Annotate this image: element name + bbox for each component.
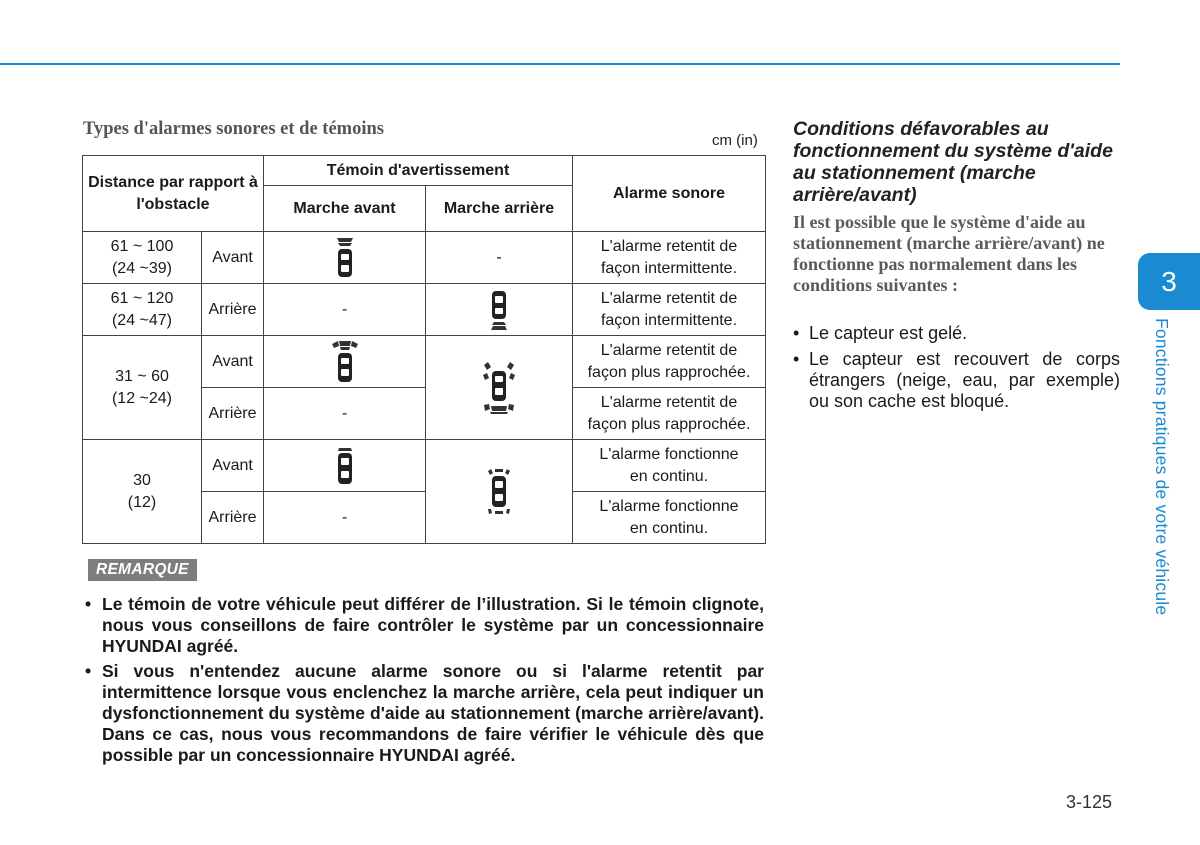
direction-cell: Arrière [202,284,264,336]
sound-cell [573,492,766,544]
header-rule [0,63,1120,65]
distance-cell [83,232,202,284]
condition-text: Le capteur est recouvert de corps étrangers (neige, eau, par exemple) ou son cache est bloqué. [809,349,1120,411]
sound-text: L'alarme retentit de [600,393,738,411]
car-all-close-sensors-icon [484,467,514,517]
remarque-list [84,594,764,770]
sound-text: L'alarme fonctionne [599,445,739,463]
sound-cell [573,284,766,336]
list-item [793,323,1120,344]
sound-text: façon intermittente. [600,259,738,277]
sound-text: en continu. [629,519,709,537]
direction-cell: Arrière [202,388,264,440]
sound-text: façon plus rapprochée. [587,415,751,433]
forward-cell [264,336,426,388]
distance-cm: 31 ~ 60 [115,367,169,385]
reverse-cell [426,440,573,544]
distance-in: (12) [127,493,157,511]
distance-in: (12 ~24) [111,389,173,407]
header-reverse: Marche arrière [426,186,573,232]
sound-text: L'alarme retentit de [600,237,738,255]
car-rear-sensor-icon [485,289,513,331]
sound-cell [573,388,766,440]
car-front-corner-sensor-icon [329,340,361,384]
distance-cm: 30 [133,471,151,489]
condition-text: Le capteur est gelé. [809,323,968,343]
conditions-intro: Il est possible que le système d'aide au stationnement (marche arrière/avant) ne fonctionne pas normalement dans les conditions suivantes : [793,212,1105,295]
direction-cell: Avant [202,440,264,492]
direction-cell: Avant [202,232,264,284]
chapter-title: Fonctions pratiques de votre véhicule [1152,318,1172,616]
sound-text: L'alarme retentit de [600,341,738,359]
sound-text: façon plus rapprochée. [587,363,751,381]
list-item [793,349,1120,412]
forward-cell [264,440,426,492]
forward-cell: - [264,388,426,440]
table-row [83,336,766,388]
header-indicator: Témoin d'avertissement [264,156,573,186]
bullet: • [793,323,800,343]
sound-text: en continu. [629,467,709,485]
conditions-list [793,323,1120,417]
note-text: Le témoin de votre véhicule peut différer de l’illustration. Si le témoin clignote, nous vous conseillons de faire contrôler le système par un concessionnaire HYUNDAI agréé. [102,594,764,656]
unit-label: cm (in) [712,132,758,149]
forward-cell: - [264,492,426,544]
sound-text: L'alarme fonctionne [599,497,739,515]
car-front-sensor-icon [331,237,359,279]
reverse-cell: - [426,232,573,284]
reverse-cell [426,336,573,440]
sound-cell [573,336,766,388]
note-text: Si vous n'entendez aucune alarme sonore ou si l'alarme retentit par intermittence lorsque vous enclenchez la marche arrière, cela peut indiquer un dysfonctionnement du système d'aide au stationnement (marche arrière/avant). Dans ce cas, nous vous recommandons de faire vérifier le véhicule dès que possible par un concessionnaire HYUNDAI agréé. [102,661,764,765]
distance-cell [83,336,202,440]
page-number: 3-125 [1066,792,1113,812]
header-sound: Alarme sonore [573,156,766,232]
reverse-cell [426,284,573,336]
list-item [84,594,764,657]
alarm-table [82,155,766,544]
car-front-close-sensor-icon [331,446,359,486]
distance-cell [83,440,202,544]
distance-cell [83,284,202,336]
bullet: • [85,594,92,614]
direction-cell: Avant [202,336,264,388]
forward-cell: - [264,284,426,336]
forward-cell [264,232,426,284]
distance-in: (24 ~47) [111,311,173,329]
distance-cm: 61 ~ 100 [110,237,174,255]
conditions-title: Conditions défavorables au fonctionnement du système d'aide au stationnement (marche arrière/avant) [793,118,1113,206]
table-row [83,440,766,492]
distance-cm: 61 ~ 120 [110,289,174,307]
header-forward: Marche avant [264,186,426,232]
table-row [83,284,766,336]
sound-cell [573,440,766,492]
header-distance: Distance par rapport à l'obstacle [83,156,264,232]
bullet: • [85,661,92,681]
sound-text: L'alarme retentit de [600,289,738,307]
chapter-number-tab: 3 [1138,253,1200,310]
direction-cell: Arrière [202,492,264,544]
sound-text: façon intermittente. [600,311,738,329]
car-all-sensors-icon [482,361,516,415]
remarque-label: REMARQUE [88,559,197,581]
sound-cell [573,232,766,284]
table-row [83,232,766,284]
distance-in: (24 ~39) [111,259,173,277]
list-item [84,661,764,766]
bullet: • [793,349,800,369]
section-title: Types d'alarmes sonores et de témoins [83,119,384,139]
